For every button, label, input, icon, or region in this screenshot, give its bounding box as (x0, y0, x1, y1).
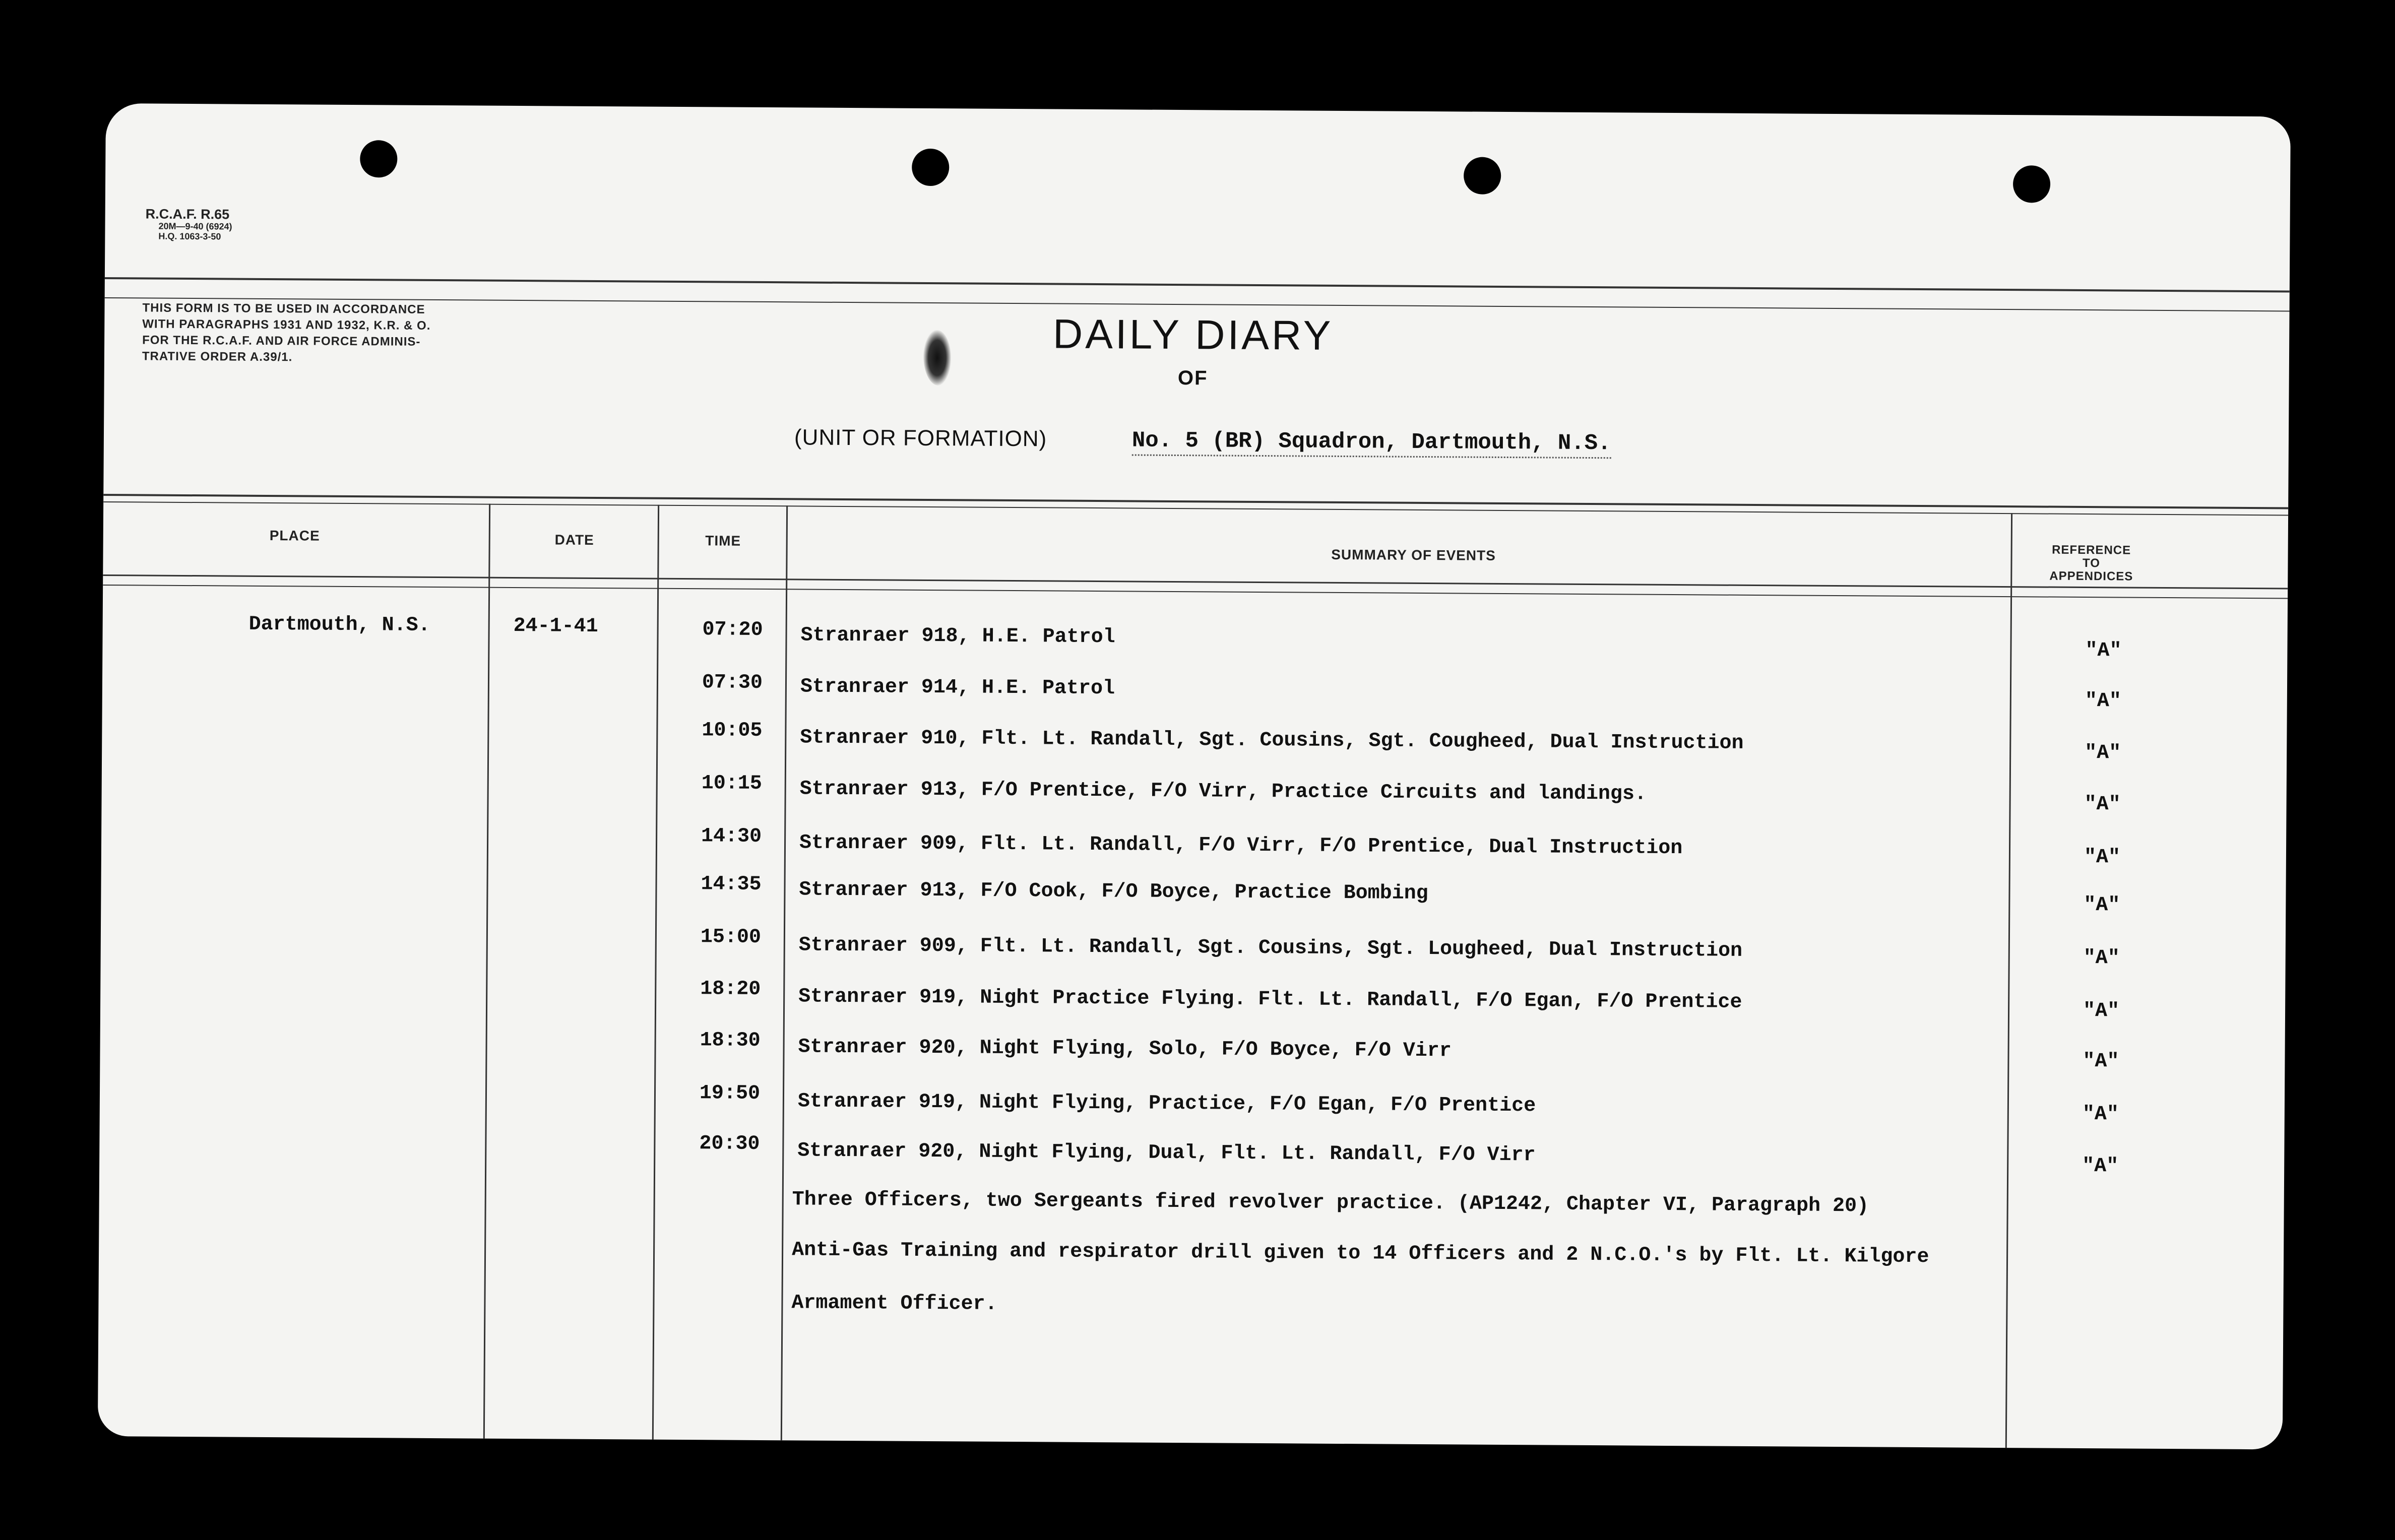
row-reference: "A" (2085, 690, 2121, 713)
unit-value: No. 5 (BR) Squadron, Dartmouth, N.S. (1132, 428, 1611, 459)
row-time: 07:20 (702, 618, 763, 641)
print-line: H.Q. 1063-3-50 (158, 231, 221, 242)
column-divider (652, 505, 659, 1440)
row-reference: "A" (2084, 846, 2121, 869)
header-rule (105, 277, 2290, 292)
row-time: 07:30 (702, 671, 763, 694)
punch-hole (2013, 165, 2050, 203)
form-code: R.C.A.F. R.65 (145, 206, 230, 222)
row-summary: Stranraer 920, Night Flying, Solo, F/O Boyce, F/O Virr (798, 1036, 1452, 1063)
unit-label: (UNIT OR FORMATION) (794, 425, 1047, 452)
reference-header-line: TO (2082, 556, 2101, 570)
row-reference: "A" (2082, 1103, 2119, 1126)
row-reference: "A" (2083, 1050, 2119, 1073)
row-summary: Stranraer 919, Night Practice Flying. Flt. Lt. Randall, F/O Egan, F/O Prentice (798, 985, 1742, 1014)
row-time: 14:35 (701, 873, 762, 896)
table-top-rule (103, 494, 2288, 509)
column-header-time: TIME (705, 533, 741, 549)
row-time: 15:00 (700, 926, 762, 949)
row-time: 10:05 (702, 719, 763, 742)
reference-header-line: REFERENCE (2052, 543, 2131, 557)
row-summary: Stranraer 913, F/O Cook, F/O Boyce, Practice Bombing (799, 878, 1428, 906)
instruction-line: FOR THE R.C.A.F. AND AIR FORCE ADMINIS- (142, 333, 421, 349)
row-reference: "A" (2085, 742, 2121, 765)
row-reference: "A" (2083, 999, 2120, 1023)
row-summary: Stranraer 919, Night Flying, Practice, F/O Egan, F/O Prentice (797, 1090, 1536, 1118)
row-time: 19:50 (699, 1082, 761, 1105)
column-header-place: PLACE (269, 528, 320, 544)
ink-blot (923, 330, 952, 386)
row-summary: Stranraer 909, Flt. Lt. Randall, F/O Virr, F/O Prentice, Dual Instruction (799, 831, 1683, 860)
punch-hole (360, 140, 397, 177)
row-reference: "A" (2084, 894, 2120, 917)
punch-hole (912, 149, 949, 186)
table-top-rule (103, 501, 2288, 516)
form-instructions (142, 300, 546, 367)
row-summary: Stranraer 910, Flt. Lt. Randall, Sgt. Cousins, Sgt. Cougheed, Dual Instruction (800, 726, 1744, 755)
note-line: Three Officers, two Sergeants fired revolver practice. (AP1242, Chapter VI, Paragraph 20) (792, 1188, 1869, 1218)
column-header-date: DATE (554, 532, 594, 548)
reference-header-line: APPENDICES (2049, 569, 2133, 584)
form-subtitle: OF (1177, 367, 1208, 390)
row-summary: Stranraer 909, Flt. Lt. Randall, Sgt. Cousins, Sgt. Lougheed, Dual Instruction (798, 934, 1743, 962)
entry-date: 24-1-41 (513, 614, 598, 638)
column-divider (483, 504, 490, 1439)
print-line: 20M—9-40 (6924) (158, 221, 232, 232)
form-code-block (145, 207, 232, 241)
note-line: Anti-Gas Training and respirator drill given to 14 Officers and 2 N.C.O.'s by Flt. Lt. Kilgore (791, 1239, 1929, 1269)
column-divider (781, 505, 788, 1440)
column-header-summary: SUMMARY OF EVENTS (1331, 546, 1496, 563)
row-summary: Stranraer 914, H.E. Patrol (800, 675, 1115, 700)
instruction-line: WITH PARAGRAPHS 1931 AND 1932, K.R. & O. (142, 317, 431, 333)
row-time: 18:20 (700, 978, 761, 1001)
diary-form-card (98, 103, 2291, 1449)
note-line: Armament Officer. (791, 1292, 997, 1316)
row-summary: Stranraer 918, H.E. Patrol (800, 624, 1115, 649)
row-time: 10:15 (701, 772, 762, 795)
entry-place: Dartmouth, N.S. (248, 613, 430, 637)
row-reference: "A" (2084, 793, 2121, 816)
row-reference: "A" (2083, 947, 2120, 970)
punch-hole (1464, 157, 1501, 194)
row-reference: "A" (2085, 639, 2122, 663)
row-time: 18:30 (700, 1029, 761, 1052)
row-time: 14:30 (701, 825, 762, 848)
row-summary: Stranraer 920, Night Flying, Dual, Flt. Lt. Randall, F/O Virr (797, 1139, 1536, 1167)
instruction-line: THIS FORM IS TO BE USED IN ACCORDANCE (142, 301, 425, 316)
instruction-line: TRATIVE ORDER A.39/1. (142, 349, 293, 364)
column-divider (2005, 513, 2012, 1448)
form-title: DAILY DIARY (1052, 311, 1334, 359)
row-summary: Stranraer 913, F/O Prentice, F/O Virr, Practice Circuits and landings. (799, 778, 1647, 806)
column-header-reference (2028, 543, 2154, 584)
row-time: 20:30 (699, 1132, 760, 1156)
row-reference: "A" (2082, 1154, 2119, 1178)
